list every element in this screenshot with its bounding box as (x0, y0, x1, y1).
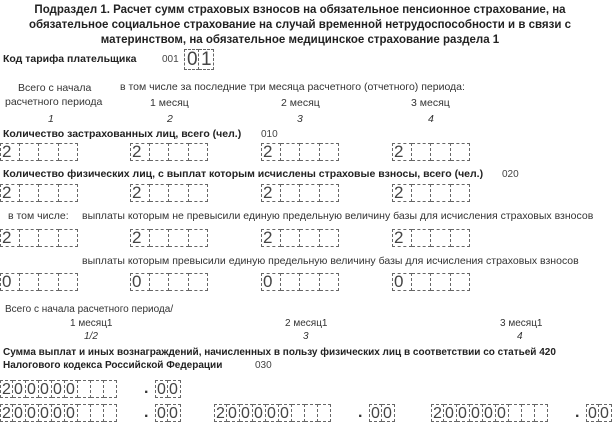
digit-cell[interactable] (292, 404, 305, 422)
digit-cell[interactable]: 0 (444, 404, 457, 422)
digit-cell[interactable] (39, 229, 59, 247)
row030-label-line1: Сумма выплат и иных вознаграждений, начисленных в пользу физических лиц в соответствии со статьей 420 (3, 347, 556, 358)
digit-cell[interactable] (169, 184, 189, 202)
decimal-separator: . (144, 404, 149, 421)
digit-cell[interactable] (39, 273, 59, 291)
row020-field-month1[interactable] (130, 184, 208, 202)
digit-cell[interactable]: 0 (253, 404, 266, 422)
digit-cell[interactable] (412, 184, 432, 202)
digit-cell[interactable]: 0 (261, 273, 281, 291)
row020-label: Количество физических лиц, с выплат которым исчислены страховые взносы, всего (чел.) (3, 168, 484, 180)
digit-cell[interactable] (320, 184, 340, 202)
row021-field-month3[interactable] (392, 229, 470, 247)
digit-cell[interactable] (320, 143, 340, 161)
digit-cell[interactable]: 0 (279, 404, 292, 422)
row020-field-total[interactable] (0, 184, 78, 202)
digit-cell[interactable]: 0 (155, 404, 168, 422)
digit-cell[interactable] (412, 273, 432, 291)
row030-total-int[interactable] (0, 380, 117, 398)
digit-cell[interactable]: 0 (496, 404, 509, 422)
digit-cell[interactable] (412, 229, 432, 247)
row022-field-month3[interactable] (392, 273, 470, 291)
row010-field-total[interactable] (0, 143, 78, 161)
digit-cell[interactable]: 0 (130, 273, 150, 291)
digit-cell[interactable] (20, 273, 40, 291)
row022-field-month2[interactable] (261, 273, 339, 291)
digit-cell[interactable] (78, 380, 91, 398)
digit-cell[interactable] (318, 404, 331, 422)
digit-cell[interactable]: 0 (457, 404, 470, 422)
digit-cell[interactable] (281, 229, 301, 247)
digit-cell[interactable] (169, 273, 189, 291)
digit-cell[interactable] (91, 380, 104, 398)
digit-cell[interactable]: 0 (65, 404, 78, 422)
row022-field-month1[interactable] (130, 273, 208, 291)
row030-month1-dec[interactable] (155, 404, 181, 422)
decimal-separator: . (358, 404, 363, 421)
digit-cell[interactable]: 0 (26, 380, 39, 398)
digit-cell[interactable] (59, 229, 79, 247)
digit-cell[interactable] (431, 143, 451, 161)
digit-cell[interactable] (104, 404, 117, 422)
digit-cell[interactable] (320, 273, 340, 291)
row020-code: 020 (502, 169, 519, 180)
row021-field-month2[interactable] (261, 229, 339, 247)
total-label-line1: Всего с начала (18, 82, 92, 94)
row010-field-month3[interactable] (392, 143, 470, 161)
digit-cell[interactable] (451, 184, 471, 202)
col-num-2: 2 (167, 113, 173, 125)
digit-cell[interactable] (509, 404, 522, 422)
digit-cell[interactable]: 0 (586, 404, 599, 422)
months-caption: в том числе за последние три месяца расчетного (отчетного) периода: (120, 81, 465, 93)
digit-cell[interactable] (169, 143, 189, 161)
digit-cell[interactable] (91, 404, 104, 422)
row021-field-month1[interactable] (130, 229, 208, 247)
row020-field-month2[interactable] (261, 184, 339, 202)
digit-cell[interactable] (431, 229, 451, 247)
digit-cell[interactable]: 2 (0, 404, 13, 422)
digit-cell[interactable] (78, 404, 91, 422)
digit-cell[interactable] (150, 184, 170, 202)
digit-cell[interactable]: 0 (155, 380, 168, 398)
total-label-line2: расчетного периода (5, 96, 103, 108)
digit-cell[interactable] (300, 229, 320, 247)
digit-cell[interactable] (451, 143, 471, 161)
digit-cell[interactable]: 2 (0, 143, 20, 161)
tariff-cell[interactable]: 0 (184, 49, 199, 70)
row030-month1-int[interactable] (0, 404, 117, 422)
digit-cell[interactable]: 2 (214, 404, 227, 422)
decimal-separator: . (575, 404, 580, 421)
row030-month2-int[interactable] (214, 404, 331, 422)
digit-cell[interactable]: 2 (392, 184, 412, 202)
digit-cell[interactable] (300, 273, 320, 291)
row030-month3-int[interactable] (431, 404, 548, 422)
digit-cell[interactable]: 0 (52, 380, 65, 398)
row021-prefix: в том числе: (8, 210, 69, 222)
row030-total-dec[interactable] (155, 380, 181, 398)
digit-cell[interactable] (150, 273, 170, 291)
digit-cell[interactable]: 0 (227, 404, 240, 422)
digit-cell[interactable]: 0 (599, 404, 612, 422)
row010-field-month1[interactable] (130, 143, 208, 161)
col-num-1: 1 (48, 113, 54, 125)
digit-cell[interactable] (522, 404, 535, 422)
digit-cell[interactable]: 0 (13, 380, 26, 398)
digit-cell[interactable]: 0 (0, 273, 20, 291)
digit-cell[interactable] (150, 229, 170, 247)
digit-cell[interactable] (39, 143, 59, 161)
row030-code: 030 (255, 360, 272, 371)
digit-cell[interactable] (305, 404, 318, 422)
digit-cell[interactable]: 2 (130, 229, 150, 247)
section-title: Подраздел 1. Расчет сумм страховых взносов на обязательное пенсионное страхование, на обязательное социальное страхование на случай временной нетрудоспособности и в связи с материнством, на обязательное медицинское страхование раздела 1 (28, 4, 571, 46)
digit-cell[interactable]: 2 (130, 143, 150, 161)
digit-cell[interactable]: 2 (261, 184, 281, 202)
row020-field-month3[interactable] (392, 184, 470, 202)
month3-label-2: 3 месяц1 (500, 318, 543, 329)
digit-cell[interactable]: 0 (483, 404, 496, 422)
row022-label: выплаты которым превысили единую предельную величину базы для исчисления страховых взносов (82, 255, 579, 267)
digit-cell[interactable] (39, 184, 59, 202)
tariff-cell[interactable]: 1 (199, 49, 214, 70)
digit-cell[interactable]: 0 (13, 404, 26, 422)
digit-cell[interactable] (431, 273, 451, 291)
col-num-2-2: 3 (303, 331, 309, 342)
row030-month3-dec[interactable] (586, 404, 612, 422)
month3-label: 3 месяц (411, 97, 450, 109)
digit-cell[interactable] (412, 143, 432, 161)
row021-field-total[interactable] (0, 229, 78, 247)
digit-cell[interactable] (300, 184, 320, 202)
month2-label: 2 месяц (281, 97, 320, 109)
digit-cell[interactable]: 2 (392, 143, 412, 161)
row030-label-line2: Налогового кодекса Российской Федерации (3, 360, 223, 371)
total-label-2: Всего с начала расчетного периода/ (5, 304, 174, 315)
digit-cell[interactable] (104, 380, 117, 398)
row010-code: 010 (261, 129, 278, 140)
digit-cell[interactable]: 2 (392, 229, 412, 247)
digit-cell[interactable] (59, 143, 79, 161)
tariff-code: 001 (162, 54, 179, 65)
digit-cell[interactable] (189, 273, 209, 291)
row021-label: выплаты которым не превысили единую предельную величину базы для исчисления страховых взносов (82, 210, 594, 222)
digit-cell[interactable]: 0 (52, 404, 65, 422)
digit-cell[interactable] (189, 143, 209, 161)
digit-cell[interactable]: 0 (168, 380, 181, 398)
digit-cell[interactable] (431, 184, 451, 202)
digit-cell[interactable] (59, 273, 79, 291)
month1-label: 1 месяц (150, 97, 189, 109)
col-num-3: 3 (297, 113, 303, 125)
digit-cell[interactable] (169, 229, 189, 247)
digit-cell[interactable]: 2 (431, 404, 444, 422)
digit-cell[interactable] (20, 184, 40, 202)
digit-cell[interactable]: 2 (261, 229, 281, 247)
digit-cell[interactable]: 2 (261, 143, 281, 161)
col-num-2-3: 4 (517, 331, 523, 342)
digit-cell[interactable]: 2 (0, 229, 20, 247)
tariff-label: Код тарифа плательщика (3, 53, 137, 65)
digit-cell[interactable]: 0 (168, 404, 181, 422)
digit-cell[interactable] (281, 184, 301, 202)
digit-cell[interactable] (150, 143, 170, 161)
digit-cell[interactable]: 0 (266, 404, 279, 422)
row030-month2-dec[interactable] (369, 404, 395, 422)
row010-label: Количество застрахованных лиц, всего (чел.) (3, 128, 242, 140)
decimal-separator: . (144, 380, 149, 397)
digit-cell[interactable] (189, 229, 209, 247)
digit-cell[interactable] (320, 229, 340, 247)
month1-label-2: 1 месяц1 (70, 318, 113, 329)
digit-cell[interactable]: 2 (130, 184, 150, 202)
row022-field-total[interactable] (0, 273, 78, 291)
digit-cell[interactable]: 0 (65, 380, 78, 398)
digit-cell[interactable]: 2 (0, 380, 13, 398)
col-num-4: 4 (428, 113, 434, 125)
digit-cell[interactable] (59, 184, 79, 202)
digit-cell[interactable]: 0 (392, 273, 412, 291)
digit-cell[interactable] (451, 229, 471, 247)
digit-cell[interactable]: 0 (240, 404, 253, 422)
digit-cell[interactable] (20, 229, 40, 247)
digit-cell[interactable] (189, 184, 209, 202)
digit-cell[interactable]: 0 (26, 404, 39, 422)
digit-cell[interactable]: 0 (382, 404, 395, 422)
digit-cell[interactable] (300, 143, 320, 161)
digit-cell[interactable]: 2 (0, 184, 20, 202)
digit-cell[interactable] (281, 143, 301, 161)
row010-field-month2[interactable] (261, 143, 339, 161)
digit-cell[interactable] (451, 273, 471, 291)
digit-cell[interactable]: 0 (39, 404, 52, 422)
digit-cell[interactable]: 0 (470, 404, 483, 422)
digit-cell[interactable] (535, 404, 548, 422)
digit-cell[interactable]: 0 (369, 404, 382, 422)
month2-label-2: 2 месяц1 (285, 318, 328, 329)
digit-cell[interactable]: 0 (39, 380, 52, 398)
col-num-2-1: 1/2 (84, 331, 98, 342)
digit-cell[interactable] (20, 143, 40, 161)
tariff-field[interactable] (184, 49, 214, 70)
digit-cell[interactable] (281, 273, 301, 291)
